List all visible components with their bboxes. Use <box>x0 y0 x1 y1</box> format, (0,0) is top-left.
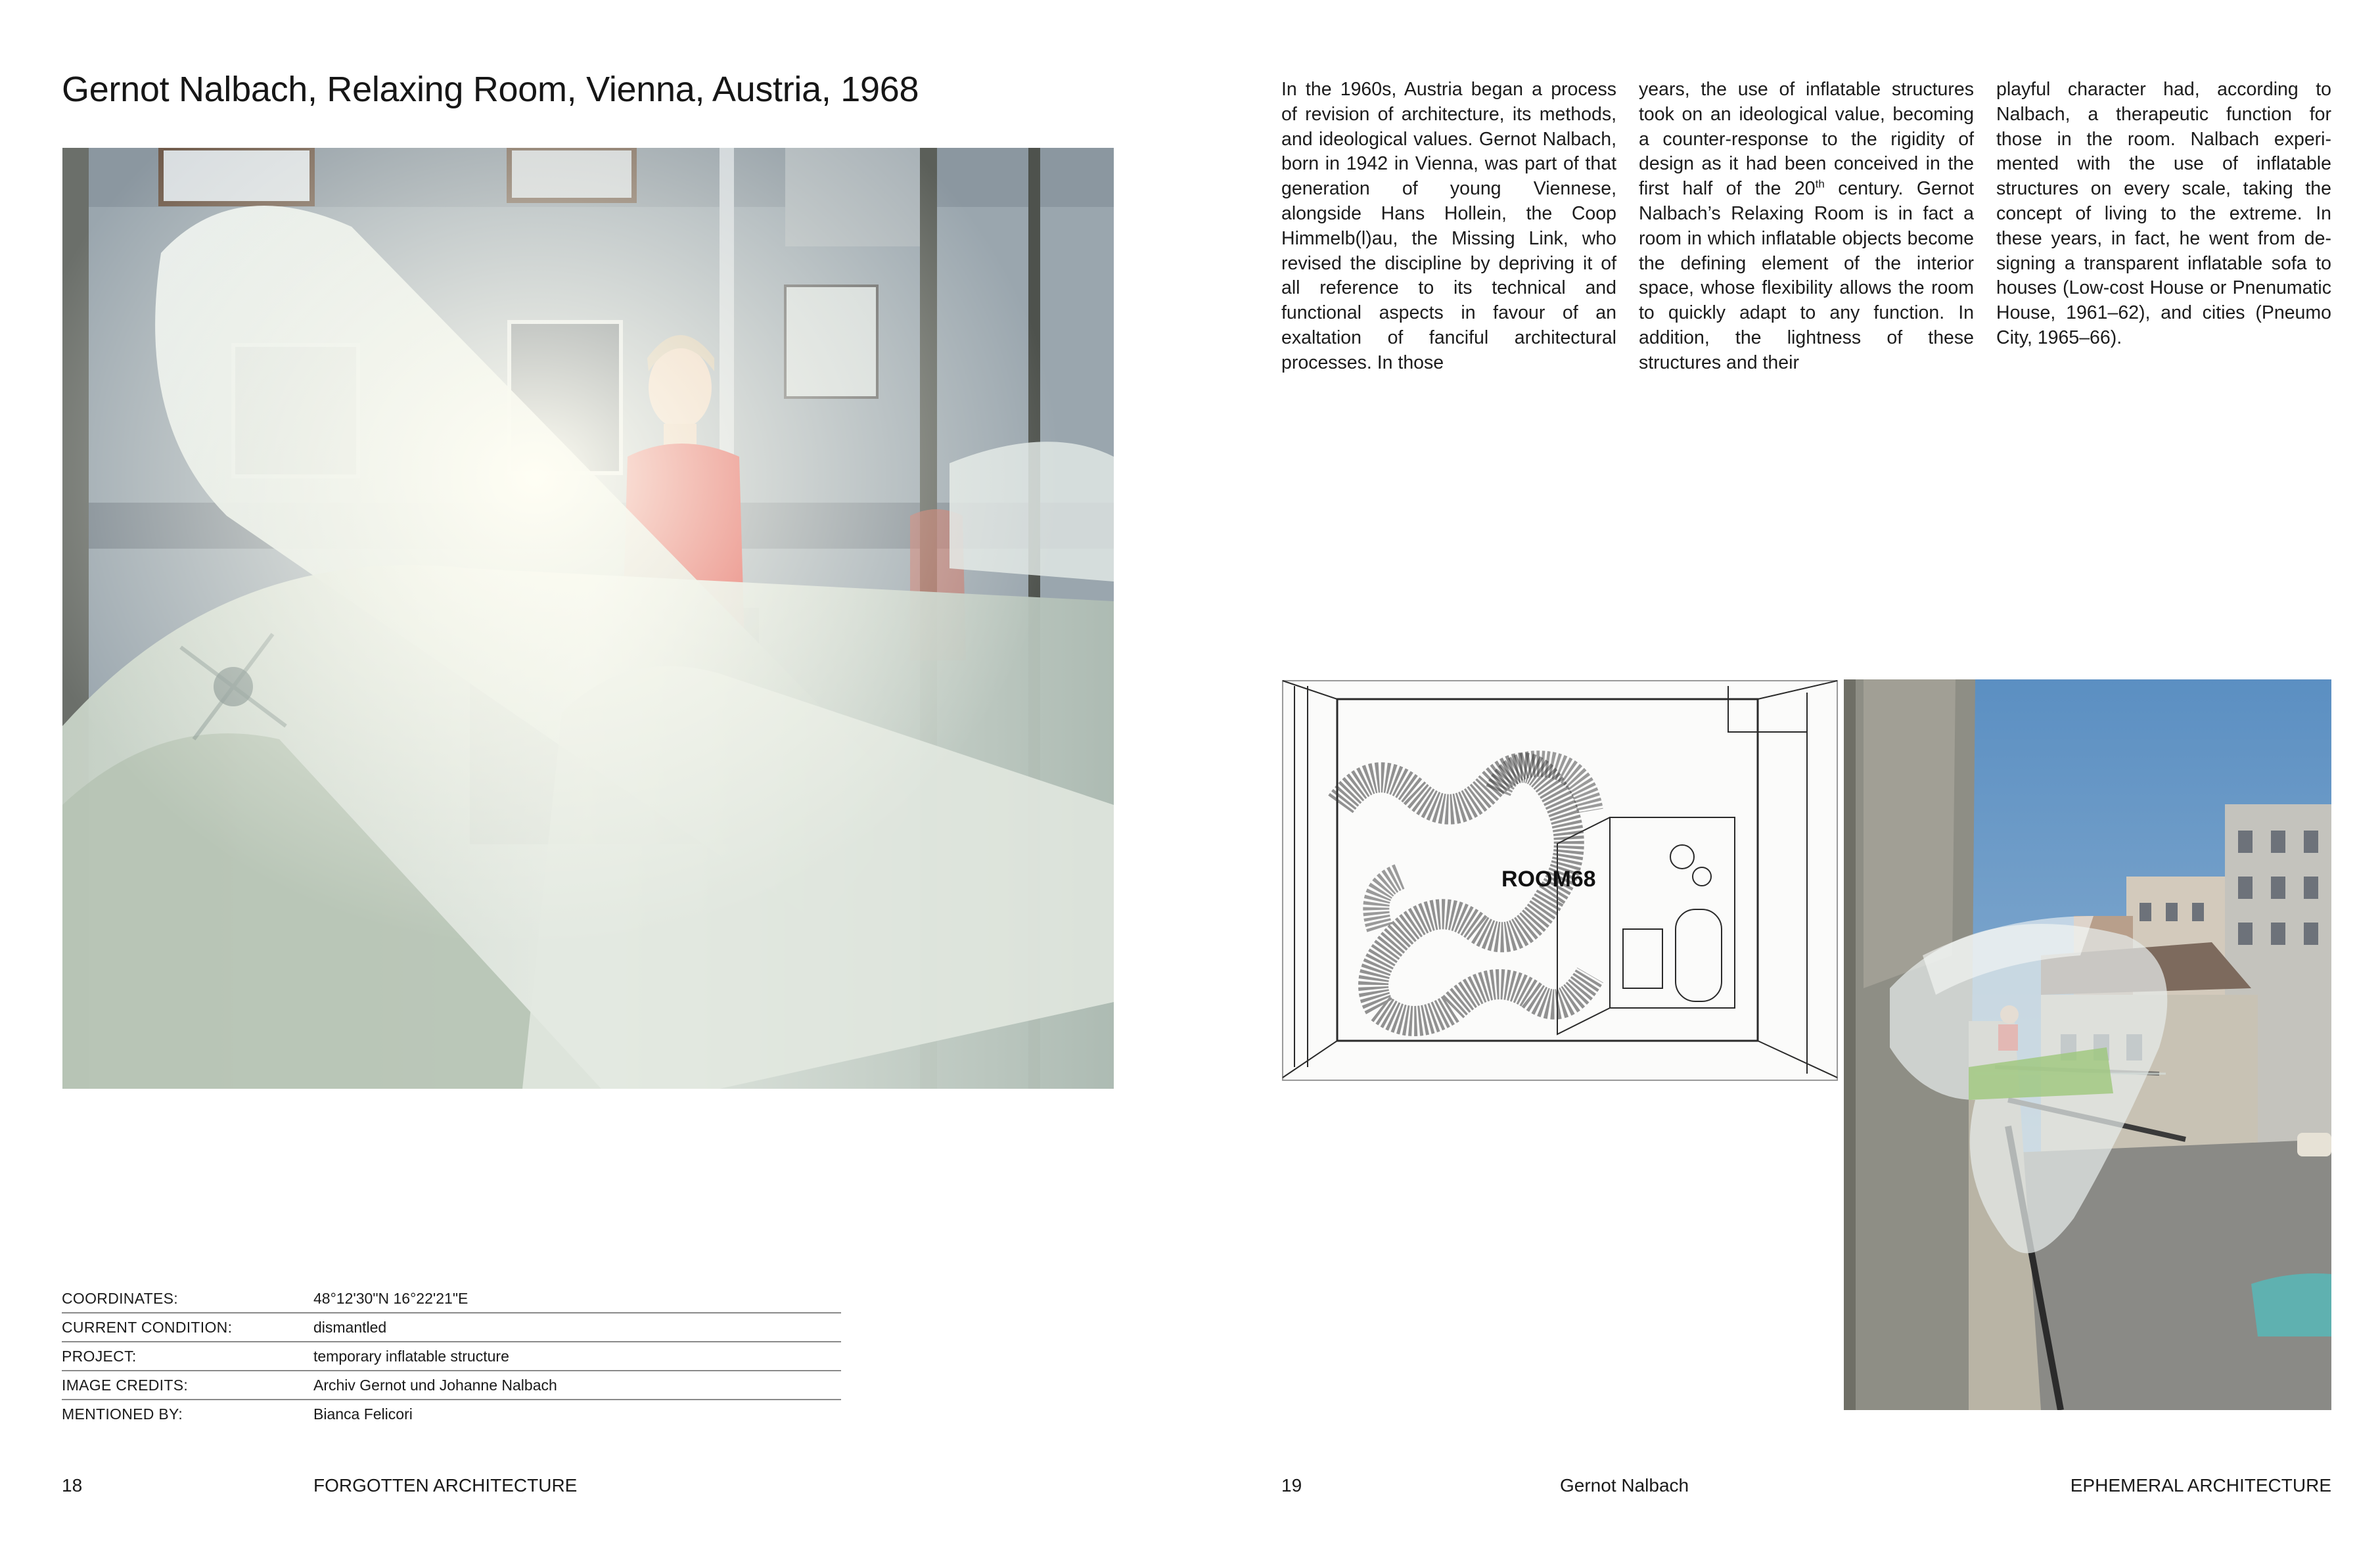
text-run: century. Gernot Nalbach’s Relaxing Room is in fact a room in which inflatable objects become the defining element of the interior space, whose flexibility allows the room to quickly adapt to any function. In addition, the lightness of these structures and their <box>1639 178 1974 373</box>
info-row-credits <box>62 1371 841 1400</box>
main-photo-relaxing-room <box>62 148 1114 1089</box>
info-label: PROJECT: <box>62 1347 137 1365</box>
plan-drawing <box>1281 679 1839 1082</box>
section-title-right: EPHEMERAL ARCHITECTURE <box>2070 1475 2331 1495</box>
balcony-photo-illustration <box>1844 679 2331 1410</box>
info-row-project <box>62 1342 841 1371</box>
info-value: 48°12'30"N 16°22'21"E <box>313 1289 469 1307</box>
page-title: Gernot Nalbach, Relaxing Room, Vienna, Austria, 1968 <box>62 70 919 109</box>
drawing-label: ROOM68 <box>1501 867 1596 892</box>
info-label: MENTIONED BY: <box>62 1405 183 1423</box>
info-value: temporary inflatable structure <box>313 1347 509 1365</box>
info-value: Bianca Felicori <box>313 1405 413 1423</box>
main-photo-illustration <box>62 148 1114 1089</box>
text-column-2 <box>1639 78 1974 376</box>
project-info-table <box>62 1285 841 1428</box>
superscript: th <box>1815 177 1825 191</box>
info-label: IMAGE CREDITS: <box>62 1376 189 1394</box>
plan-drawing-illustration <box>1281 679 1839 1082</box>
running-head: Gernot Nalbach <box>1560 1475 1689 1495</box>
info-value: dismantled <box>313 1318 387 1336</box>
paragraph: playful character had, according to Nalbach, a therapeutic function for those in the room. Nalbach experimented with the use of inflatable structures on every scale, taking the concept of living to the extreme. In these years, in fact, he went from designing a transparent inflatable sofa to houses (Low-cost House or Pnenumatic House, 1961–62), and cities (Pneumo City, 1965–66). <box>1996 79 2331 348</box>
paragraph: In the 1960s, Austria began a process of revision of architecture, its methods, and ideological values. Gernot Nalbach, born in 1942 in Vienna, was part of that generation of young Viennese, alongside Hans Hollein, the Coop Himmelb(l)au, the Missing Link, who revised the discipline by depriving it of all reference to its technical and functional aspects in favour of an exaltation of fanciful architectural processes. In those <box>1281 79 1616 373</box>
info-row-coordinates <box>62 1285 841 1313</box>
balcony-photo <box>1844 679 2331 1410</box>
info-row-condition <box>62 1313 841 1342</box>
section-title-left: FORGOTTEN ARCHITECTURE <box>313 1475 578 1495</box>
paragraph <box>1639 78 1974 376</box>
page-number-right: 19 <box>1281 1475 1302 1495</box>
text-run: years, the use of inflatable structures took on an ideological value, becoming a counter-response to the rigidity of design as it had been conceived in the first half of the 20 <box>1639 79 1974 200</box>
text-column-3 <box>1996 78 2331 351</box>
text-column-1 <box>1281 78 1616 376</box>
info-label: COORDINATES: <box>62 1289 178 1307</box>
info-value: Archiv Gernot und Johanne Nalbach <box>313 1376 557 1394</box>
info-row-mentioned-by <box>62 1400 841 1428</box>
info-label: CURRENT CONDITION: <box>62 1318 233 1336</box>
page-number-left: 18 <box>62 1475 83 1495</box>
